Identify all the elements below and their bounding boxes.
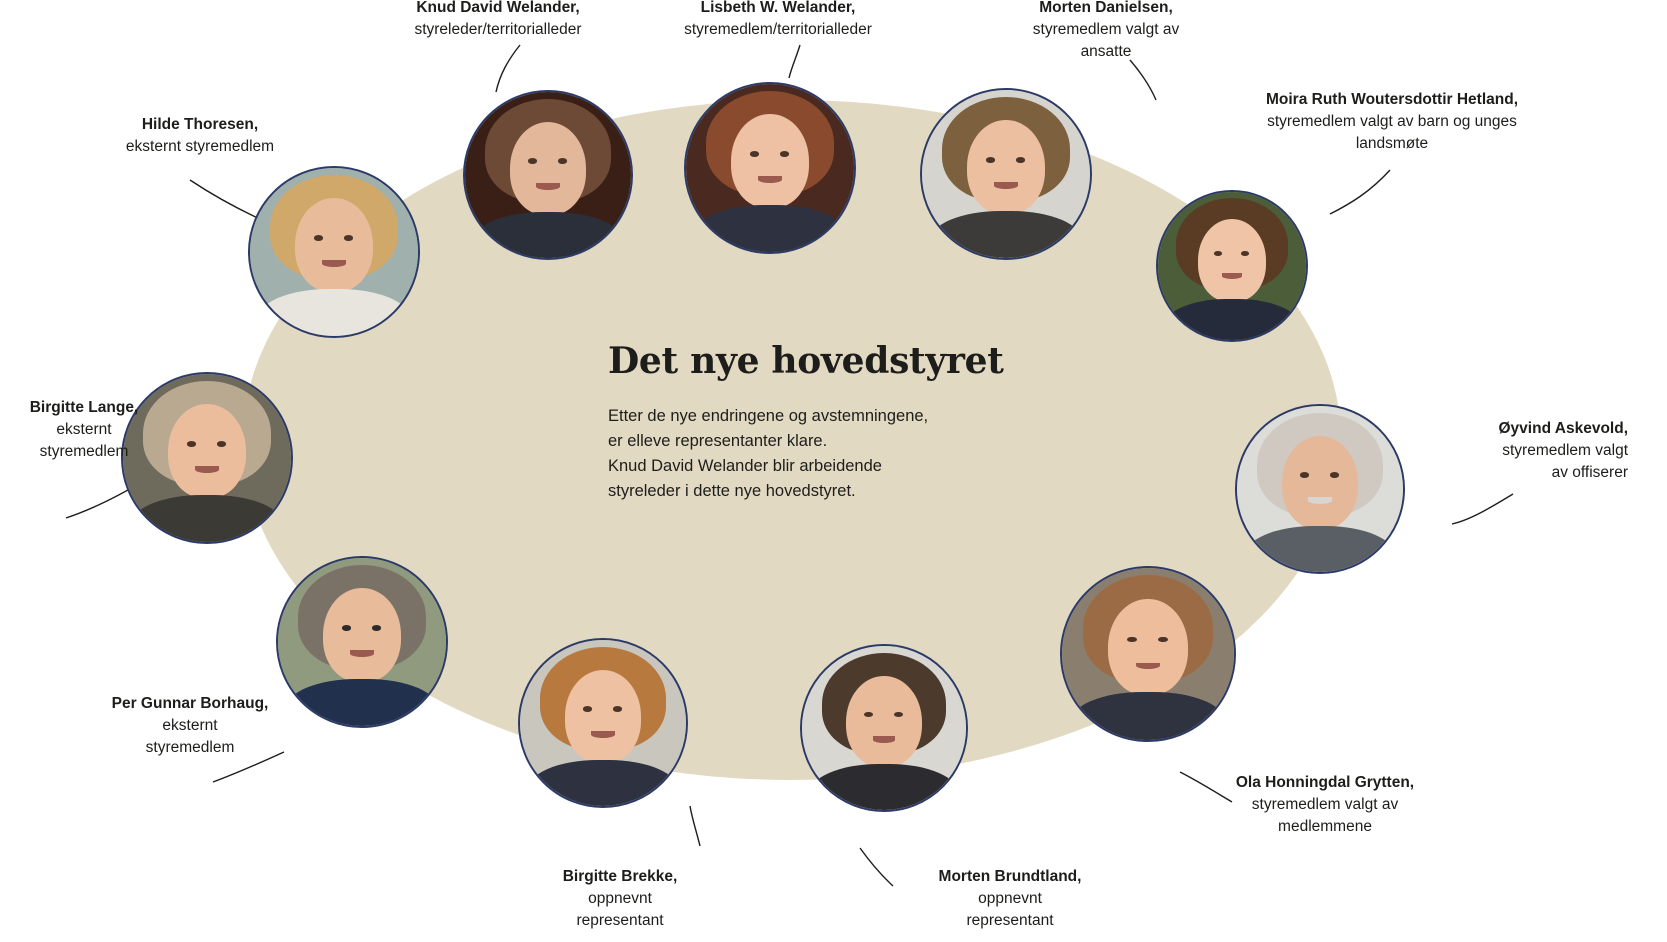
member-name: Birgitte Brekke, [562,868,678,885]
portrait-morten-danielsen [920,88,1092,260]
member-name: Lisbeth W. Welander, [700,0,856,16]
label-hilde-thoresen [60,114,340,158]
member-role-line: eksternt styremedlem [125,138,275,155]
member-role-line: styremedlem/territorialleder [684,21,872,38]
member-role-line: representant [576,912,664,929]
center-description [608,404,1078,504]
member-role-line: styremedlem [39,443,129,460]
label-per-gunnar-borhaug [60,693,320,759]
member-name: Knud David Welander, [416,0,580,16]
member-role-line: styremedlem valgt av [1032,21,1180,38]
portrait-moira-ruth-woutersdottir-hetland [1156,190,1308,342]
member-role-line: styremedlem valgt av [1251,796,1399,813]
label-oyvind-askevold [1338,418,1628,484]
member-role-line: representant [966,912,1054,929]
center-text-block [608,340,1078,504]
member-name: Øyvind Askevold, [1498,420,1628,437]
member-role-line: eksternt [162,717,218,734]
member-name: Morten Brundtland, [938,868,1082,885]
member-role-line: ansatte [1080,43,1132,60]
label-knud-david-welander [338,0,658,41]
label-ola-honningdal-grytten [1165,772,1485,838]
member-role-line: styremedlem valgt av barn og unges [1267,113,1517,130]
portrait-birgitte-brekke [518,638,688,808]
member-role-line: styreleder/territorialleder [414,21,582,38]
portrait-knud-david-welander [463,90,633,260]
center-description-line-4: styreleder i dette nye hovedstyret. [608,482,856,500]
label-lisbeth-w-welander [618,0,938,41]
portrait-ola-honningdal-grytten [1060,566,1236,742]
member-name: Birgitte Lange, [29,399,139,416]
member-role-line: styremedlem valgt [1502,442,1628,459]
member-role-line: eksternt [56,421,112,438]
label-birgitte-brekke [495,866,745,932]
center-description-line-2: er elleve representanter klare. [608,432,828,450]
portrait-hilde-thoresen [248,166,420,338]
center-description-line-1: Etter de nye endringene og avstemningene, [608,407,929,425]
page-title: Det nye hovedstyret [608,340,1004,382]
portrait-morten-brundtland [800,644,968,812]
portrait-lisbeth-w-welander [684,82,856,254]
center-description-line-3: Knud David Welander blir arbeidende [608,457,882,475]
label-moira-ruth-woutersdottir-hetland [1222,89,1562,155]
member-role-line: medlemmene [1278,818,1372,835]
member-name: Moira Ruth Woutersdottir Hetland, [1265,91,1518,108]
member-role-line: oppnevnt [588,890,652,907]
label-morten-danielsen [966,0,1246,63]
label-morten-brundtland [875,866,1145,932]
label-birgitte-lange [0,397,184,463]
member-role-line: styremedlem [145,739,235,756]
member-name: Ola Honningdal Grytten, [1235,774,1415,791]
member-role-line: landsmøte [1355,135,1429,152]
member-name: Morten Danielsen, [1039,0,1173,16]
member-role-line: oppnevnt [978,890,1042,907]
member-role-line: av offiserer [1551,464,1628,481]
member-name: Per Gunnar Borhaug, [111,695,269,712]
member-name: Hilde Thoresen, [141,116,259,133]
